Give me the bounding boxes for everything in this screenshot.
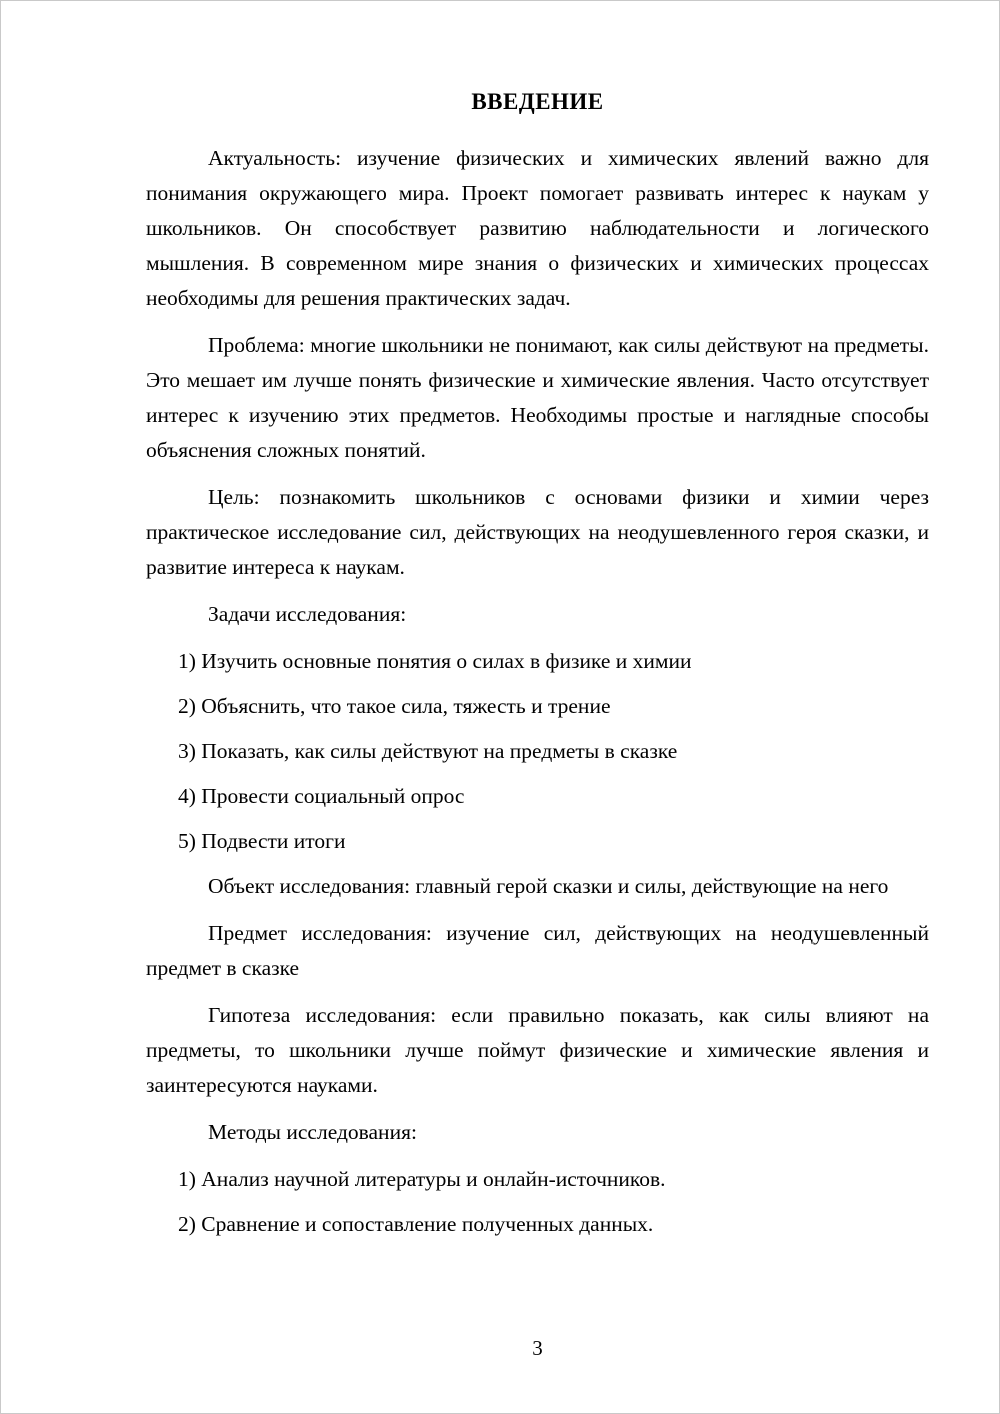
method-list-item-1: 1) Анализ научной литературы и онлайн-источников. <box>178 1167 666 1191</box>
task-list-item-2: 2) Объяснить, что такое сила, тяжесть и трение <box>178 694 611 718</box>
page-title: ВВЕДЕНИЕ <box>471 89 604 114</box>
method-list-item-2: 2) Сравнение и сопоставление полученных данных. <box>178 1212 654 1236</box>
paragraph-aktualnost: Актуальность: изучение физических и химических явлений важно для понимания окружающего мира. Проект помогает развивать интерес к наукам у школьников. Он способствует развитию наблюдательности и логического мышления. В современном мире знания о физических и химических процессах необходимы для решения практических задач. <box>146 146 929 310</box>
paragraph-problema: Проблема: многие школьники не понимают, как силы действуют на предметы. Это мешает им лучше понять физические и химические явления. Часто отсутствует интерес к изучению этих предметов. Необходимы простые и наглядные способы объяснения сложных понятий. <box>146 333 929 462</box>
paragraph-zadachi-heading: Задачи исследования: <box>208 602 407 626</box>
paragraph-tsel: Цель: познакомить школьников с основами физики и химии через практическое исследование сил, действующих на неодушевленного героя сказки, и развитие интереса к наукам. <box>146 485 929 579</box>
task-list-item-1: 1) Изучить основные понятия о силах в физике и химии <box>178 649 692 673</box>
task-list-item-4: 4) Провести социальный опрос <box>178 784 465 808</box>
paragraph-predmet: Предмет исследования: изучение сил, действующих на неодушевленный предмет в сказке <box>146 921 929 980</box>
task-list-item-3: 3) Показать, как силы действуют на предметы в сказке <box>178 739 678 763</box>
paragraph-gipoteza: Гипотеза исследования: если правильно показать, как силы влияют на предметы, то школьники лучше поймут физические и химические явления и заинтересуются науками. <box>146 1003 929 1097</box>
page-number: 3 <box>532 1336 543 1360</box>
paragraph-obekt: Объект исследования: главный герой сказки и силы, действующие на него <box>208 874 889 898</box>
paragraph-metody-heading: Методы исследования: <box>208 1120 417 1144</box>
task-list-item-5: 5) Подвести итоги <box>178 829 346 853</box>
